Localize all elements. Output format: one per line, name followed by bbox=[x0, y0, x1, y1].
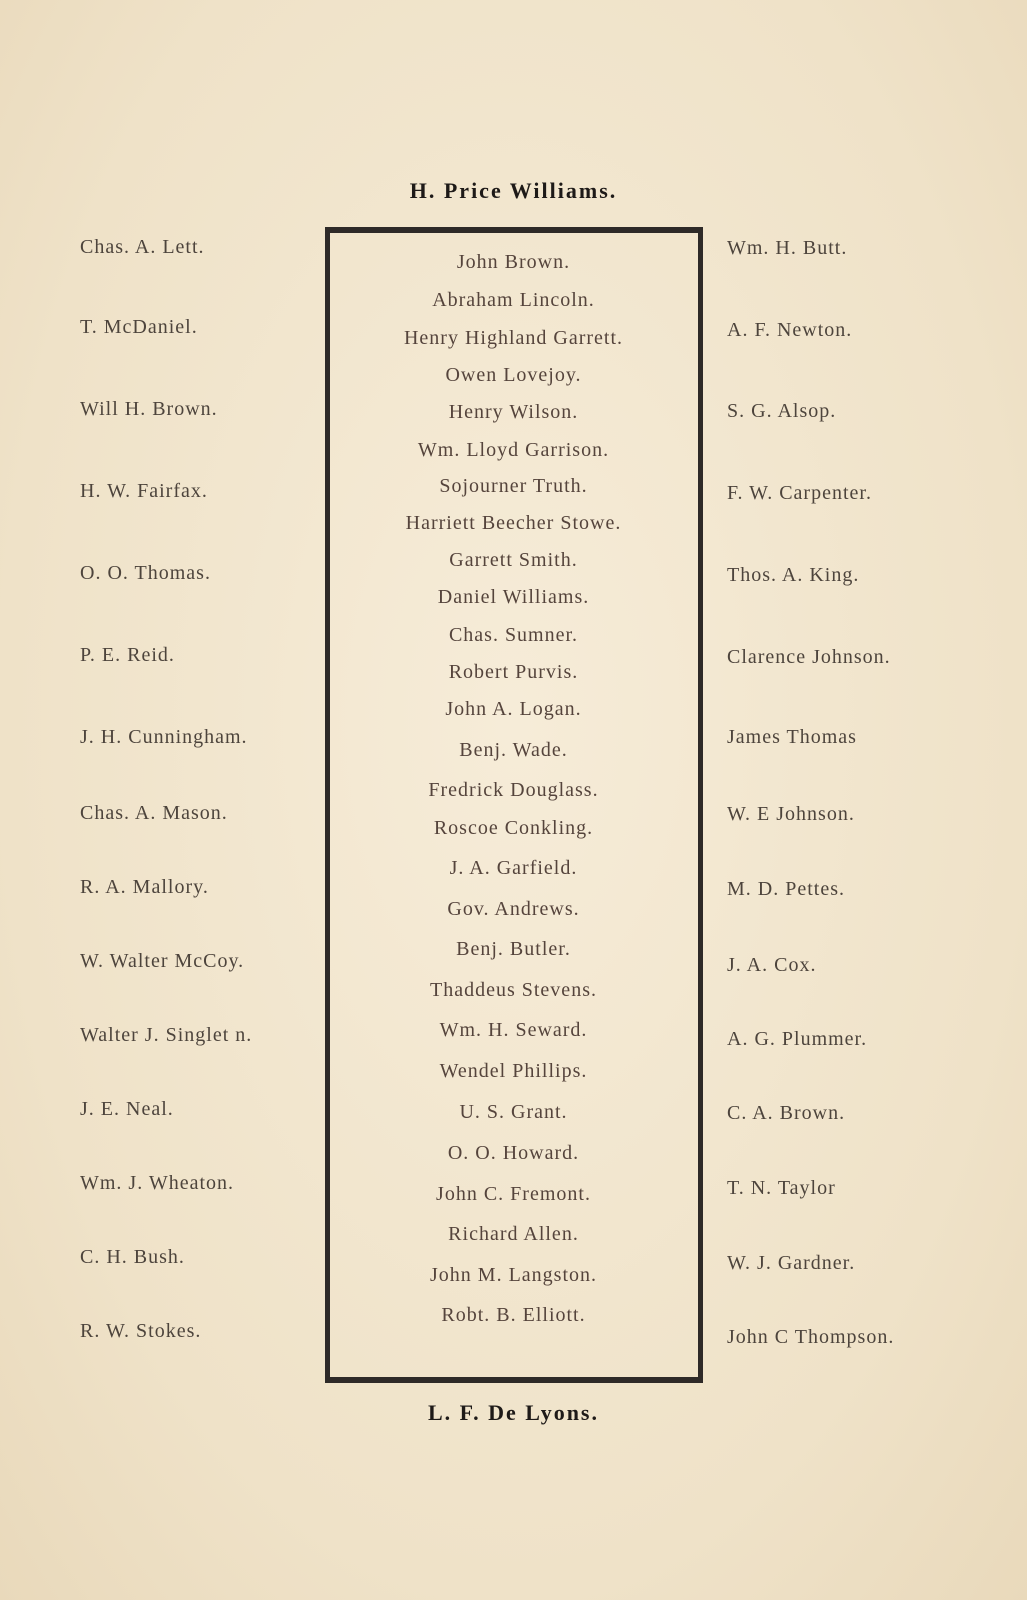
center-name: Richard Allen. bbox=[448, 1223, 579, 1245]
right-name: C. A. Brown. bbox=[727, 1102, 846, 1124]
center-name: O. O. Howard. bbox=[447, 1142, 580, 1164]
left-name: J. H. Cunningham. bbox=[80, 726, 248, 748]
right-name: A. F. Newton. bbox=[727, 319, 853, 341]
left-name: R. W. Stokes. bbox=[80, 1320, 202, 1342]
center-name: Henry Highland Garrett. bbox=[403, 327, 624, 349]
right-name: F. W. Carpenter. bbox=[727, 482, 872, 504]
center-name: John C. Fremont. bbox=[436, 1183, 591, 1205]
right-name: Thos. A. King. bbox=[727, 564, 860, 586]
right-name: James Thomas bbox=[727, 726, 857, 748]
center-name: Robt. B. Elliott. bbox=[441, 1304, 586, 1326]
left-name: J. E. Neal. bbox=[80, 1098, 174, 1120]
left-name: Walter J. Singlet n. bbox=[80, 1024, 253, 1046]
center-name: Fredrick Douglass. bbox=[428, 779, 599, 801]
right-name: J. A. Cox. bbox=[727, 954, 817, 976]
left-name: Chas. A. Mason. bbox=[80, 802, 228, 824]
center-name: Roscoe Conkling. bbox=[433, 817, 594, 839]
left-name: P. E. Reid. bbox=[80, 644, 175, 666]
center-name: Chas. Sumner. bbox=[448, 624, 579, 646]
right-name: A. G. Plummer. bbox=[727, 1028, 868, 1050]
left-name: W. Walter McCoy. bbox=[80, 950, 245, 972]
left-name: C. H. Bush. bbox=[80, 1246, 185, 1268]
center-name: Benj. Wade. bbox=[459, 739, 568, 761]
right-name: T. N. Taylor bbox=[727, 1177, 836, 1199]
center-name: John Brown. bbox=[456, 251, 571, 273]
center-name: Garrett Smith. bbox=[449, 549, 578, 571]
left-name: T. McDaniel. bbox=[80, 316, 198, 338]
center-name: Sojourner Truth. bbox=[439, 475, 588, 497]
center-name: Robert Purvis. bbox=[448, 661, 579, 683]
right-name: M. D. Pettes. bbox=[727, 878, 845, 900]
right-name: W. J. Gardner. bbox=[727, 1252, 856, 1274]
right-name: S. G. Alsop. bbox=[727, 400, 837, 422]
center-name: Abraham Lincoln. bbox=[432, 289, 595, 311]
left-name: Chas. A. Lett. bbox=[80, 236, 205, 258]
center-name: Daniel Williams. bbox=[437, 586, 590, 608]
center-name: Henry Wilson. bbox=[448, 401, 579, 423]
left-name: Will H. Brown. bbox=[80, 398, 218, 420]
center-name: U. S. Grant. bbox=[459, 1101, 568, 1123]
right-name: Wm. H. Butt. bbox=[727, 237, 848, 259]
left-name: O. O. Thomas. bbox=[80, 562, 211, 584]
center-name: Gov. Andrews. bbox=[447, 898, 580, 920]
bottom-heading: L. F. De Lyons. bbox=[427, 1400, 599, 1425]
center-name: John M. Langston. bbox=[430, 1264, 597, 1286]
center-name: Wendel Phillips. bbox=[439, 1060, 588, 1082]
center-name: Owen Lovejoy. bbox=[445, 364, 582, 386]
center-name: Benj. Butler. bbox=[456, 938, 571, 960]
left-name: H. W. Fairfax. bbox=[80, 480, 208, 502]
center-name: John A. Logan. bbox=[445, 698, 582, 720]
right-name: W. E Johnson. bbox=[727, 803, 855, 825]
top-heading: H. Price Williams. bbox=[409, 178, 618, 203]
right-name: John C Thompson. bbox=[727, 1326, 895, 1348]
left-name: Wm. J. Wheaton. bbox=[80, 1172, 235, 1194]
left-name: R. A. Mallory. bbox=[80, 876, 209, 898]
center-name: Wm. H. Seward. bbox=[439, 1019, 588, 1041]
right-name: Clarence Johnson. bbox=[727, 646, 891, 668]
center-name: J. A. Garfield. bbox=[449, 857, 578, 879]
center-name: Thaddeus Stevens. bbox=[430, 979, 597, 1001]
center-name: Harriett Beecher Stowe. bbox=[405, 512, 622, 534]
center-name: Wm. Lloyd Garrison. bbox=[417, 439, 610, 461]
